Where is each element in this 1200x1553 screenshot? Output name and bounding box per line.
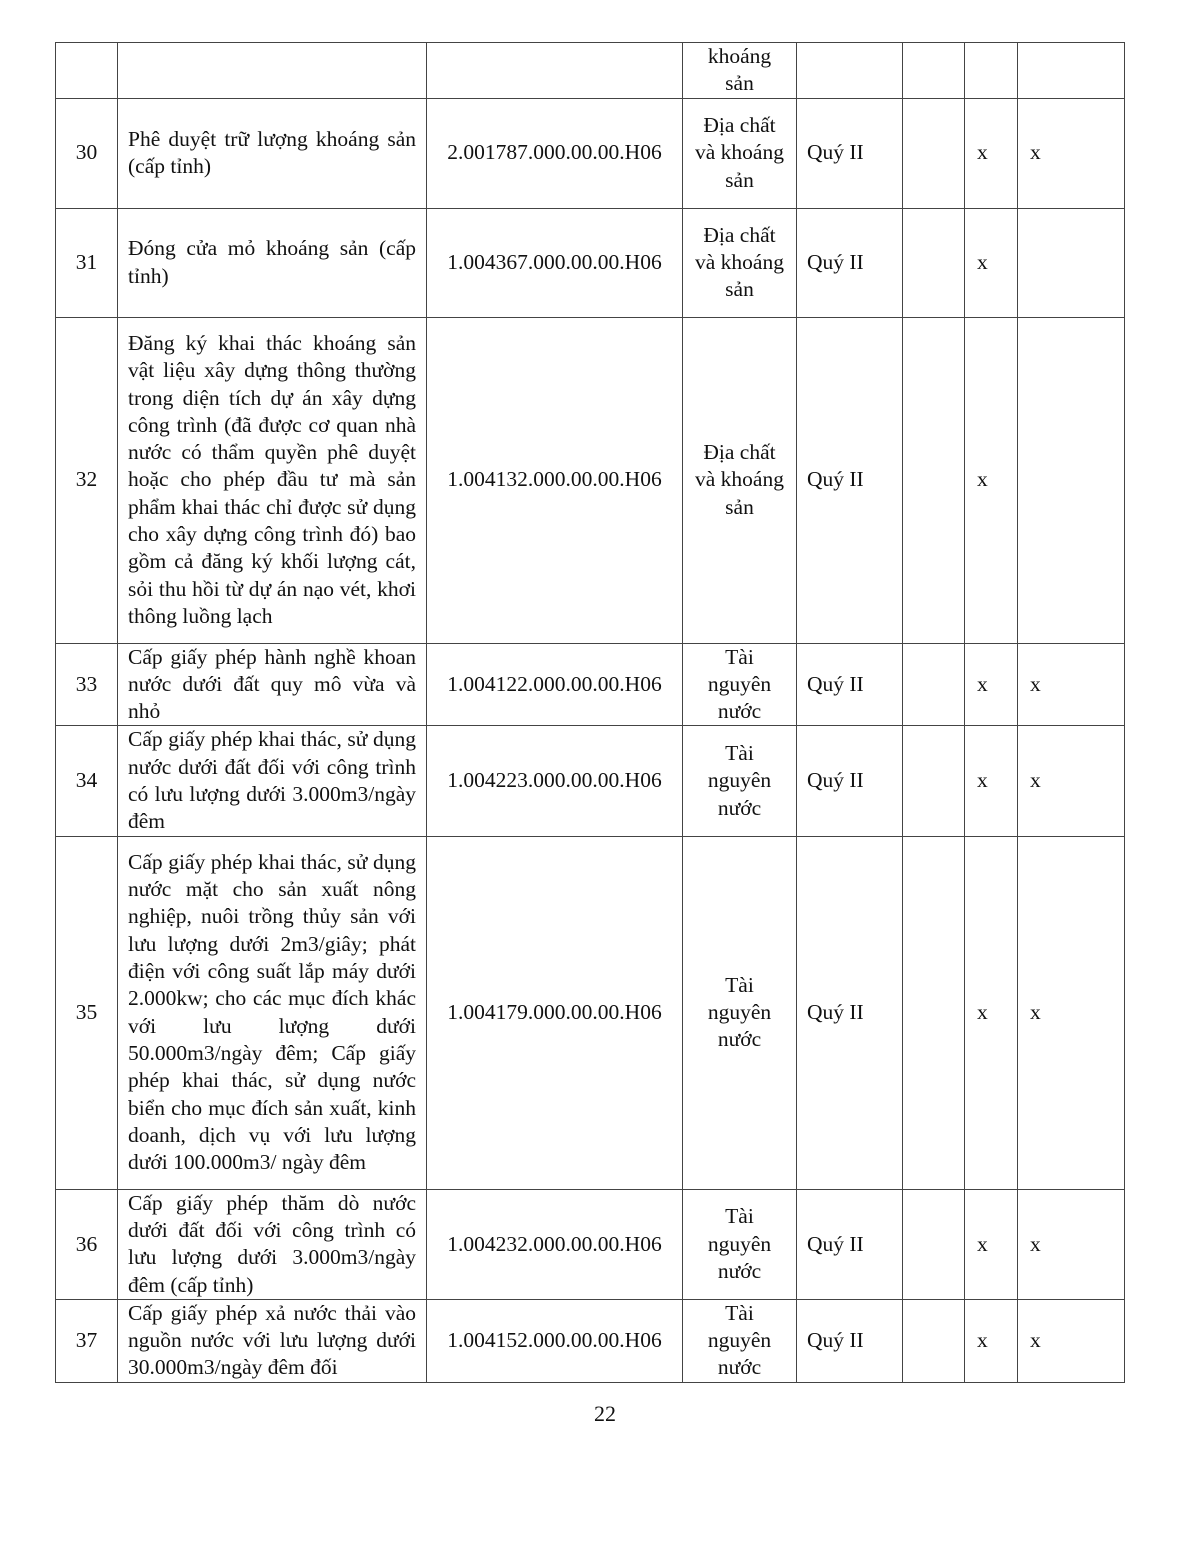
cell-col8: x xyxy=(1018,643,1125,726)
table-row xyxy=(56,208,1125,317)
cell-col8 xyxy=(1018,208,1125,317)
cell-quarter: Quý II xyxy=(797,317,903,643)
cell-col7: x xyxy=(965,208,1018,317)
cell-name xyxy=(118,317,427,643)
cell-field: khoáng sản xyxy=(683,43,797,99)
procedure-name: Cấp giấy phép khai thác, sử dụng nước mặt cho sản xuất nông nghiệp, nuôi trồng thủy sản với lưu lượng dưới 2m3/giây; phát điện với công suất lắp máy dưới 2.000kw; cho các mục đích khác với lưu lượng dưới 50.000m3/ngày đêm; Cấp giấy phép khai thác, sử dụng nước biển cho mục đích sản xuất, kinh doanh, dịch vụ với lưu lượng dưới 100.000m3/ ngày đêm xyxy=(128,849,416,1175)
cell-name xyxy=(118,726,427,836)
procedure-name: Cấp giấy phép xả nước thải vào nguồn nước với lưu lượng dưới 30.000m3/ngày đêm đối xyxy=(128,1300,416,1380)
cell-col7: x xyxy=(965,1299,1018,1382)
cell-name xyxy=(118,98,427,208)
cell-stt: 35 xyxy=(56,836,118,1189)
cell-quarter: Quý II xyxy=(797,836,903,1189)
cell-col8: x xyxy=(1018,98,1125,208)
cell-stt: 33 xyxy=(56,643,118,726)
cell-quarter: Quý II xyxy=(797,98,903,208)
cell-field: Địa chất và khoáng sản xyxy=(683,317,797,643)
cell-col7: x xyxy=(965,1189,1018,1299)
cell-col6 xyxy=(903,1189,965,1299)
cell-quarter: Quý II xyxy=(797,643,903,726)
cell-name xyxy=(118,643,427,726)
cell-col6 xyxy=(903,836,965,1189)
cell-col6 xyxy=(903,726,965,836)
cell-stt: 36 xyxy=(56,1189,118,1299)
cell-col8: x xyxy=(1018,836,1125,1189)
cell-col6 xyxy=(903,43,965,99)
cell-col7: x xyxy=(965,643,1018,726)
cell-code: 1.004232.000.00.00.H06 xyxy=(427,1189,683,1299)
cell-stt: 32 xyxy=(56,317,118,643)
cell-field: Tài nguyên nước xyxy=(683,1299,797,1382)
page-number: 22 xyxy=(594,1401,616,1426)
table-row xyxy=(56,836,1125,1189)
cell-code: 1.004152.000.00.00.H06 xyxy=(427,1299,683,1382)
cell-stt xyxy=(56,43,118,99)
cell-field: Tài nguyên nước xyxy=(683,836,797,1189)
cell-field: Tài nguyên nước xyxy=(683,726,797,836)
cell-quarter: Quý II xyxy=(797,726,903,836)
cell-name xyxy=(118,1299,427,1382)
cell-col7: x xyxy=(965,317,1018,643)
cell-quarter: Quý II xyxy=(797,1189,903,1299)
cell-name xyxy=(118,836,427,1189)
procedure-name: Cấp giấy phép khai thác, sử dụng nước dưới đất đối với công trình có lưu lượng dưới 3.000m3/ngày đêm xyxy=(128,727,416,834)
cell-col6 xyxy=(903,1299,965,1382)
table-row xyxy=(56,98,1125,208)
table-row xyxy=(56,1299,1125,1382)
cell-col6 xyxy=(903,317,965,643)
cell-name xyxy=(118,43,427,99)
cell-col8 xyxy=(1018,317,1125,643)
cell-stt: 37 xyxy=(56,1299,118,1382)
table-row xyxy=(56,317,1125,643)
cell-stt: 31 xyxy=(56,208,118,317)
cell-code: 1.004223.000.00.00.H06 xyxy=(427,726,683,836)
table-row xyxy=(56,1189,1125,1299)
cell-field: Địa chất và khoáng sản xyxy=(683,208,797,317)
cell-code: 1.004132.000.00.00.H06 xyxy=(427,317,683,643)
cell-col6 xyxy=(903,643,965,726)
table-row xyxy=(56,726,1125,836)
cell-col6 xyxy=(903,208,965,317)
procedure-name: Phê duyệt trữ lượng khoáng sản (cấp tỉnh) xyxy=(128,126,416,179)
procedures-table xyxy=(55,42,1125,1383)
cell-code xyxy=(427,43,683,99)
cell-field: Tài nguyên nước xyxy=(683,643,797,726)
cell-col8 xyxy=(1018,43,1125,99)
cell-stt: 34 xyxy=(56,726,118,836)
cell-name xyxy=(118,208,427,317)
procedure-name: Cấp giấy phép thăm dò nước dưới đất đối với công trình có lưu lượng dưới 3.000m3/ngày đêm (cấp tỉnh) xyxy=(128,1190,416,1297)
cell-name xyxy=(118,1189,427,1299)
cell-col8: x xyxy=(1018,1299,1125,1382)
cell-stt: 30 xyxy=(56,98,118,208)
cell-code: 1.004179.000.00.00.H06 xyxy=(427,836,683,1189)
cell-field: Địa chất và khoáng sản xyxy=(683,98,797,208)
table-row xyxy=(56,643,1125,726)
procedure-name: Cấp giấy phép hành nghề khoan nước dưới đất quy mô vừa và nhỏ xyxy=(128,644,416,724)
cell-quarter: Quý II xyxy=(797,1299,903,1382)
cell-field: Tài nguyên nước xyxy=(683,1189,797,1299)
document-page xyxy=(55,42,1124,1383)
cell-col7: x xyxy=(965,726,1018,836)
cell-col7 xyxy=(965,43,1018,99)
cell-col7: x xyxy=(965,836,1018,1189)
cell-quarter: Quý II xyxy=(797,208,903,317)
cell-code: 1.004122.000.00.00.H06 xyxy=(427,643,683,726)
cell-col7: x xyxy=(965,98,1018,208)
procedure-name: Đăng ký khai thác khoáng sản vật liệu xây dựng thông thường trong diện tích dự án xây dựng công trình (đã được cơ quan nhà nước có thẩm quyền phê duyệt hoặc cho phép đầu tư mà sản phẩm khai thác chỉ được sử dụng cho xây dựng công trình đó) bao gồm cả đăng ký khối lượng cát, sỏi thu hồi từ dự án nạo vét, khơi thông luồng lạch xyxy=(128,330,416,628)
cell-col8: x xyxy=(1018,1189,1125,1299)
cell-quarter xyxy=(797,43,903,99)
cell-col8: x xyxy=(1018,726,1125,836)
table-row-continuation xyxy=(56,43,1125,99)
cell-code: 1.004367.000.00.00.H06 xyxy=(427,208,683,317)
procedure-name: Đóng cửa mỏ khoáng sản (cấp tỉnh) xyxy=(128,236,416,288)
cell-col6 xyxy=(903,98,965,208)
cell-code: 2.001787.000.00.00.H06 xyxy=(427,98,683,208)
